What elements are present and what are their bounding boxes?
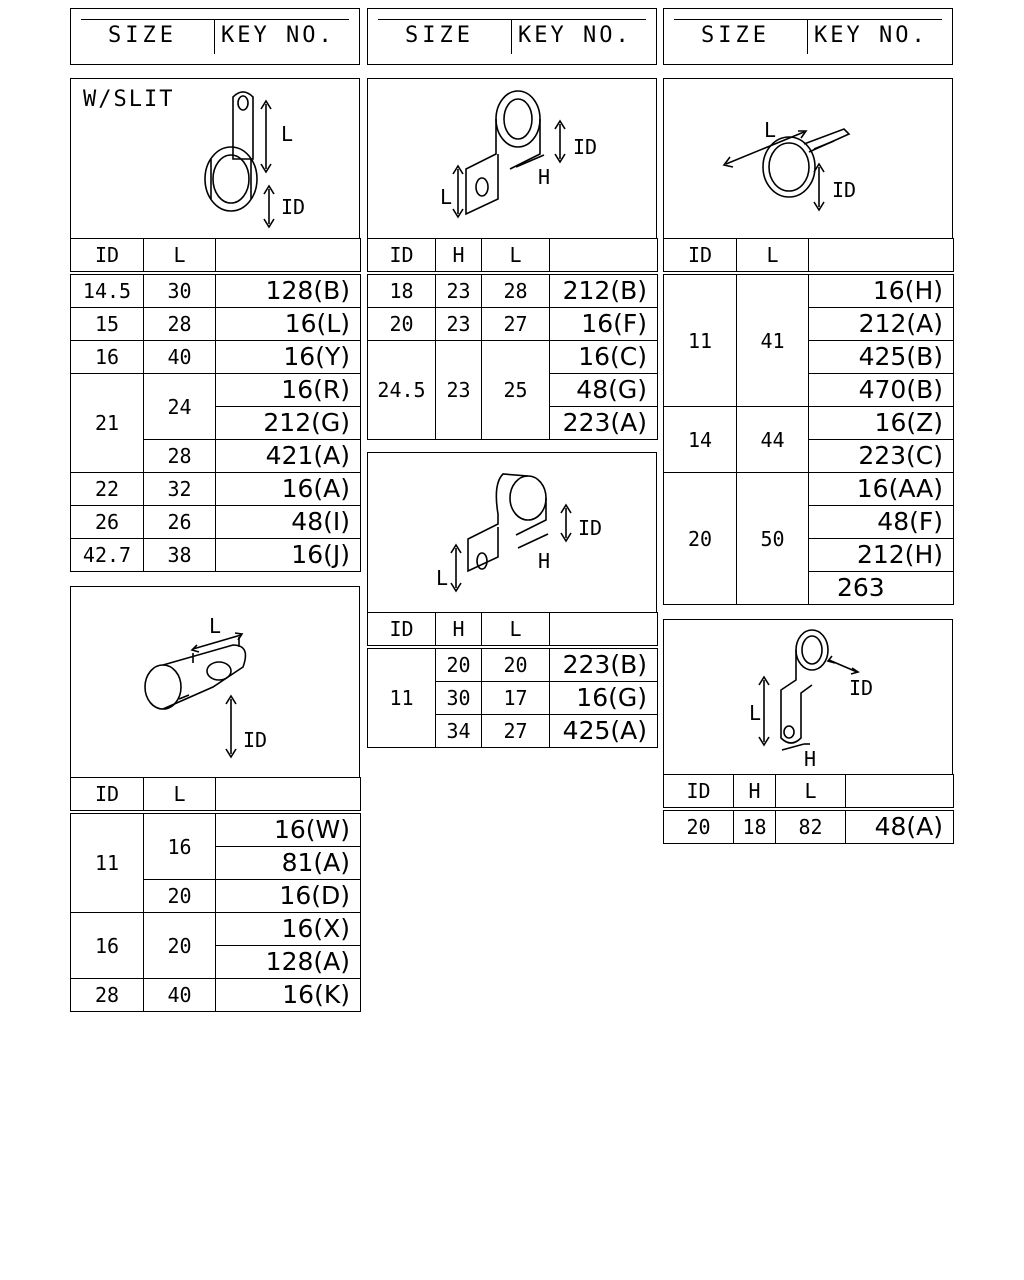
dim-id-label: ID	[578, 516, 603, 540]
table-row: 28 40 16(K)	[71, 979, 361, 1012]
table-row: 21 24 16(R)	[71, 374, 361, 407]
dim-id-label: ID	[573, 135, 598, 159]
table-row: 212(A)	[664, 308, 954, 341]
size-keyno-header-1	[70, 8, 360, 65]
table-offset-clamp	[367, 238, 658, 440]
panel-offset-clamp-drawing	[367, 78, 657, 239]
col-id: ID	[368, 239, 436, 274]
table-slit-clamp	[70, 238, 361, 572]
dim-id-label: ID	[281, 195, 306, 219]
table-row: 34 27 425(A)	[368, 715, 658, 748]
dim-id-label: ID	[832, 178, 857, 202]
dim-l-label: L	[749, 701, 762, 725]
dim-l-label: L	[281, 122, 294, 146]
table-row: 212(G)	[71, 407, 361, 440]
table-row: 470(B)	[664, 374, 954, 407]
offset-single-clamp-icon	[368, 453, 656, 611]
tall-clamp-icon	[664, 620, 952, 773]
loop-clamp-icon	[664, 79, 952, 237]
col-key	[216, 778, 361, 813]
key-no-label: KEY NO.	[814, 23, 928, 48]
table-row: 30 17 16(G)	[368, 682, 658, 715]
dim-h-label: H	[538, 165, 551, 189]
table-row: 11 16 16(W)	[71, 812, 361, 847]
table-row: 48(F)	[664, 506, 954, 539]
p-clamp-icon	[71, 587, 359, 776]
col-key	[846, 775, 954, 810]
table-row: 11 41 16(H)	[664, 273, 954, 308]
w-slit-label: W/SLIT	[83, 87, 175, 112]
col-l: L	[776, 775, 846, 810]
table-row: 20 23 27 16(F)	[368, 308, 658, 341]
col-id: ID	[664, 775, 734, 810]
table-row: 425(B)	[664, 341, 954, 374]
table-tall-clamp	[663, 774, 954, 844]
dim-h-label: H	[804, 747, 817, 771]
table-p-clamp	[70, 777, 361, 1012]
table-row: 16 20 16(X)	[71, 913, 361, 946]
table-row: 28 421(A)	[71, 440, 361, 473]
table-row: 15 28 16(L)	[71, 308, 361, 341]
dim-l-label: L	[764, 118, 777, 142]
table-row: 16 40 16(Y)	[71, 341, 361, 374]
table-row: 263	[664, 572, 954, 605]
table-row: 128(A)	[71, 946, 361, 979]
col-id: ID	[664, 239, 737, 274]
table-row: 48(G)	[368, 374, 658, 407]
size-label: SIZE	[701, 23, 770, 48]
table-row: 223(A)	[368, 407, 658, 440]
table-row: 212(H)	[664, 539, 954, 572]
col-h: H	[436, 239, 482, 274]
table-row: 22 32 16(A)	[71, 473, 361, 506]
col-l: L	[144, 239, 216, 274]
size-label: SIZE	[405, 23, 474, 48]
col-l: L	[144, 778, 216, 813]
table-row: 20 16(D)	[71, 880, 361, 913]
key-no-label: KEY NO.	[518, 23, 632, 48]
dim-l-label: L	[440, 185, 453, 209]
table-row: 24.5 23 25 16(C)	[368, 341, 658, 374]
table-row: 11 20 20 223(B)	[368, 647, 658, 682]
size-keyno-header-3	[663, 8, 953, 65]
table-loop-clamp	[663, 238, 954, 605]
table-row: 18 23 28 212(B)	[368, 273, 658, 308]
col-h: H	[734, 775, 776, 810]
col-key	[550, 239, 658, 274]
panel-tall-clamp-drawing	[663, 619, 953, 775]
col-key	[809, 239, 954, 274]
col-id: ID	[71, 239, 144, 274]
col-id: ID	[71, 778, 144, 813]
table-row: 26 26 48(I)	[71, 506, 361, 539]
panel-loop-clamp-drawing	[663, 78, 953, 239]
col-l: L	[737, 239, 809, 274]
table-row: 42.7 38 16(J)	[71, 539, 361, 572]
col-key	[216, 239, 361, 274]
table-row: 223(C)	[664, 440, 954, 473]
panel-offset-single-clamp-drawing	[367, 452, 657, 613]
col-id: ID	[368, 613, 436, 648]
table-offset-single-clamp	[367, 612, 658, 748]
dim-id-label: ID	[849, 676, 874, 700]
dim-l-label: L	[209, 614, 222, 638]
offset-clamp-icon	[368, 79, 656, 237]
table-row: 20 18 82 48(A)	[664, 809, 954, 844]
panel-p-clamp-drawing	[70, 586, 360, 778]
dim-l-label: L	[436, 566, 449, 590]
table-row: 81(A)	[71, 847, 361, 880]
col-l: L	[482, 239, 550, 274]
table-row: 20 50 16(AA)	[664, 473, 954, 506]
table-row: 14 44 16(Z)	[664, 407, 954, 440]
slit-clamp-icon	[71, 79, 359, 237]
dim-h-label: H	[538, 549, 551, 573]
size-label: SIZE	[108, 23, 177, 48]
size-keyno-header-2	[367, 8, 657, 65]
col-l: L	[482, 613, 550, 648]
col-key	[550, 613, 658, 648]
col-h: H	[436, 613, 482, 648]
table-row: 14.5 30 128(B)	[71, 273, 361, 308]
panel-slit-clamp-drawing	[70, 78, 360, 239]
dim-id-label: ID	[243, 728, 268, 752]
key-no-label: KEY NO.	[221, 23, 335, 48]
